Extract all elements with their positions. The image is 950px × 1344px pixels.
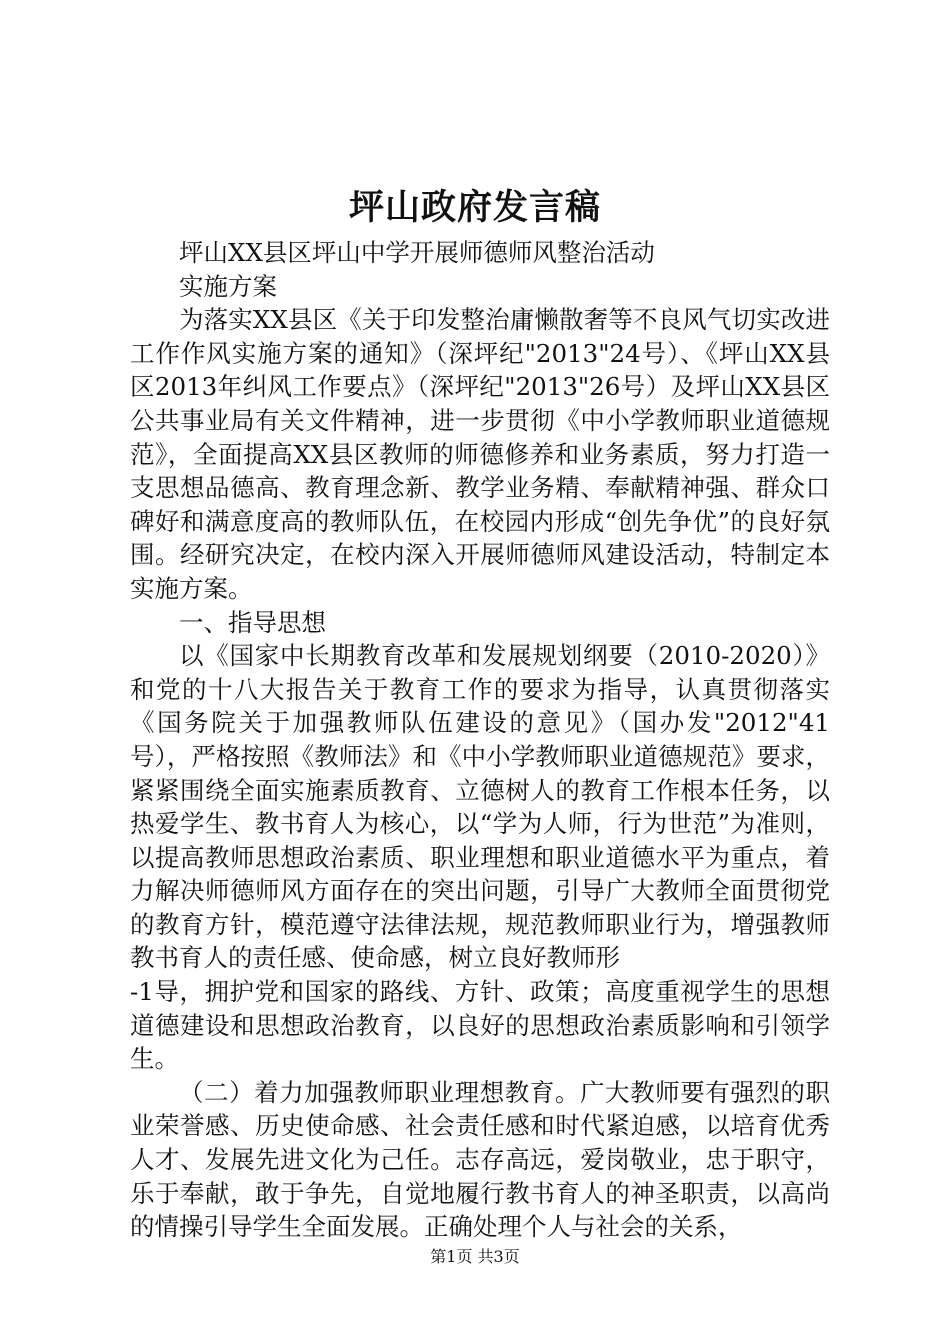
document-title: 坪山政府发言稿	[348, 187, 601, 228]
section-heading: 一、指导思想	[179, 607, 326, 637]
paragraph-continued: -1导，拥护党和国家的路线、方针、政策；高度重视学生的思想道德建设和思想政治教育，以良好的思想政治素质影响和引领学生。	[130, 977, 830, 1074]
paragraph-intro: 为落实XX县区《关于印发整治庸懒散奢等不良风气切实改进工作作风实施方案的通知》（深坪纪"2013"24号）、《坪山XX县区2013年纠风工作要点》（深坪纪"2013"26号）及坪山XX县区公共事业局有关文件精神，进一步贯彻《中小学教师职业道德规范》，全面提高XX县区教师的师德修养和业务素质，努力打造一支思想品德高、教育理念新、教学业务精、奉献精神强、群众口碑好和满意度高的教师队伍，在校园内形成“创先争优”的良好氛围。经研究决定，在校内深入开展师德师风建设活动，特制定本实施方案。	[130, 305, 830, 603]
paragraph-subtitle-cont: 实施方案	[179, 271, 277, 301]
document-body	[130, 236, 830, 1244]
page-footer: 第1页 共3页	[430, 1247, 520, 1266]
paragraph-item-two: （二）着力加强教师职业理想教育。广大教师要有强烈的职业荣誉感、历史使命感、社会责任感和时代紧迫感，以培育优秀人才、发展先进文化为己任。志存高远，爱岗敬业，忠于职守，乐于奉献，敢于争先，自觉地履行教书育人的神圣职责，以高尚的情操引导学生全面发展。正确处理个人与社会的关系，	[130, 1077, 830, 1242]
paragraph-subtitle: 坪山XX县区坪山中学开展师德师风整治活动	[179, 238, 655, 267]
paragraph-guiding-thought: 以《国家中长期教育改革和发展规划纲要（2010-2020）》和党的十八大报告关于教育工作的要求为指导，认真贯彻落实《国务院关于加强教师队伍建设的意见》（国办发"2012"41号），严格按照《教师法》和《中小学教师职业道德规范》要求，紧紧围绕全面实施素质教育、立德树人的教育工作根本任务，以热爱学生、教书育人为核心，以“学为人师，行为世范”为准则，以提高教师思想政治素质、职业理想和职业道德水平为重点，着力解决师德师风方面存在的突出问题，引导广大教师全面贯彻党的教育方针，模范遵守法律法规，规范教师职业行为，增强教师教书育人的责任感、使命感，树立良好教师形	[130, 641, 830, 973]
